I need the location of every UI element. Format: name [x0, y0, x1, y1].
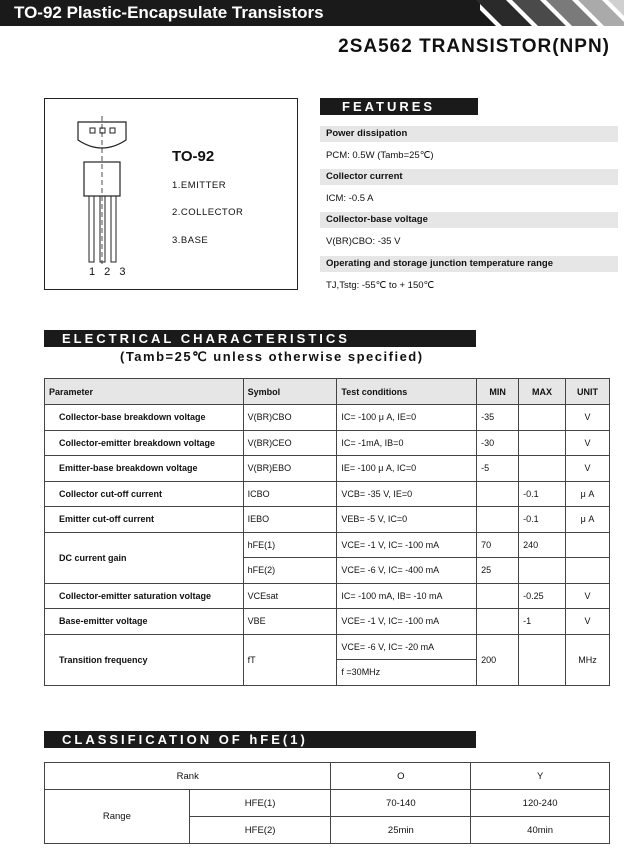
condition: VCE= -1 V, IC= -100 mA: [337, 609, 477, 635]
condition: IC= -1mA, IB=0: [337, 430, 477, 456]
max: -0.1: [519, 481, 566, 507]
range-label: Range: [45, 790, 190, 844]
max: [519, 430, 566, 456]
symbol: hFE(2): [243, 558, 337, 584]
min: -35: [477, 405, 519, 431]
col-unit: UNIT: [566, 379, 610, 405]
condition: VEB= -5 V, IC=0: [337, 507, 477, 533]
condition: VCE= -1 V, IC= -100 mA: [337, 532, 477, 558]
table-row: [45, 481, 610, 507]
hfe1-o: 70-140: [331, 790, 471, 817]
table-row: [45, 532, 610, 558]
min: -5: [477, 456, 519, 482]
col-min: MIN: [477, 379, 519, 405]
condition: IC= -100 mA, IB= -10 mA: [337, 583, 477, 609]
hfe1-y: 120-240: [471, 790, 610, 817]
param: Collector-emitter saturation voltage: [45, 583, 244, 609]
feature-label-power: Power dissipation: [320, 126, 618, 142]
param: Collector cut-off current: [45, 481, 244, 507]
feature-value-voltage: V(BR)CBO: -35 V: [326, 236, 401, 247]
feature-label-current: Collector current: [320, 169, 618, 185]
rank-y: Y: [471, 763, 610, 790]
max: [519, 405, 566, 431]
unit: MHz: [566, 634, 610, 685]
electrical-header: ELECTRICAL CHARACTERISTICS: [44, 330, 476, 347]
max: [519, 634, 566, 685]
min: 25: [477, 558, 519, 584]
package-name: TO-92: [172, 148, 215, 165]
min: 70: [477, 532, 519, 558]
condition: f =30MHz: [337, 660, 477, 686]
hfe2-o: 25min: [331, 817, 471, 844]
unit: V: [566, 609, 610, 635]
rank-o: O: [331, 763, 471, 790]
pin-2-label: 2.COLLECTOR: [172, 207, 244, 218]
rank-label: Rank: [45, 763, 331, 790]
max: [519, 558, 566, 584]
condition: VCE= -6 V, IC= -20 mA: [337, 634, 477, 660]
symbol: V(BR)CBO: [243, 405, 337, 431]
to92-package-drawing: [74, 114, 138, 272]
max: -0.25: [519, 583, 566, 609]
min: [477, 507, 519, 533]
feature-value-power: PCM: 0.5W (Tamb=25℃): [326, 150, 434, 161]
symbol: V(BR)EBO: [243, 456, 337, 482]
table-row: [45, 456, 610, 482]
features-header: FEATURES: [320, 98, 478, 115]
unit: μ A: [566, 507, 610, 533]
min: [477, 481, 519, 507]
param: Collector-emitter breakdown voltage: [45, 430, 244, 456]
unit: [566, 532, 610, 558]
table-row: [45, 430, 610, 456]
min: -30: [477, 430, 519, 456]
electrical-table: [44, 378, 610, 686]
feature-label-voltage: Collector-base voltage: [320, 212, 618, 228]
max: 240: [519, 532, 566, 558]
symbol: IEBO: [243, 507, 337, 533]
part-title: 2SA562 TRANSISTOR(NPN): [338, 36, 610, 57]
symbol: VCEsat: [243, 583, 337, 609]
table-row: [45, 507, 610, 533]
table-row: [45, 609, 610, 635]
col-max: MAX: [519, 379, 566, 405]
table-row: [45, 405, 610, 431]
param: Emitter cut-off current: [45, 507, 244, 533]
unit: V: [566, 405, 610, 431]
table-row: [45, 634, 610, 660]
unit: [566, 558, 610, 584]
feature-label-temperature: Operating and storage junction temperature range: [320, 256, 618, 272]
feature-value-temperature: TJ,Tstg: -55℃ to + 150℃: [326, 280, 435, 291]
max: -1: [519, 609, 566, 635]
symbol: fT: [243, 634, 337, 685]
table-row: [45, 583, 610, 609]
col-symbol: Symbol: [243, 379, 337, 405]
hfe1-label: HFE(1): [189, 790, 331, 817]
min: [477, 609, 519, 635]
classification-table: [44, 762, 610, 844]
col-parameter: Parameter: [45, 379, 244, 405]
feature-value-current: ICM: -0.5 A: [326, 193, 374, 204]
hfe2-y: 40min: [471, 817, 610, 844]
unit: V: [566, 456, 610, 482]
unit: μ A: [566, 481, 610, 507]
max: -0.1: [519, 507, 566, 533]
unit: V: [566, 583, 610, 609]
classification-header: CLASSIFICATION OF hFE(1): [44, 731, 476, 748]
condition: VCE= -6 V, IC= -400 mA: [337, 558, 477, 584]
electrical-subtitle: (Tamb=25℃ unless otherwise specified): [120, 349, 424, 364]
max: [519, 456, 566, 482]
banner-stripes: [440, 0, 624, 26]
param-transition: Transition frequency: [45, 634, 244, 685]
condition: VCB= -35 V, IE=0: [337, 481, 477, 507]
table-row: [45, 790, 610, 817]
min: 200: [477, 634, 519, 685]
col-test-conditions: Test conditions: [337, 379, 477, 405]
pin-3-label: 3.BASE: [172, 235, 209, 246]
pin-numbers: 1 2 3: [89, 266, 129, 278]
hfe2-label: HFE(2): [189, 817, 331, 844]
symbol: V(BR)CEO: [243, 430, 337, 456]
table-header-row: [45, 379, 610, 405]
min: [477, 583, 519, 609]
param-dc-gain: DC current gain: [45, 532, 244, 583]
param: Emitter-base breakdown voltage: [45, 456, 244, 482]
param: Collector-base breakdown voltage: [45, 405, 244, 431]
table-row: [45, 763, 610, 790]
symbol: ICBO: [243, 481, 337, 507]
symbol: VBE: [243, 609, 337, 635]
symbol: hFE(1): [243, 532, 337, 558]
param: Base-emitter voltage: [45, 609, 244, 635]
pin-1-label: 1.EMITTER: [172, 180, 227, 191]
unit: V: [566, 430, 610, 456]
condition: IE= -100 μ A, IC=0: [337, 456, 477, 482]
series-banner: TO-92 Plastic-Encapsulate Transistors: [0, 0, 480, 26]
condition: IC= -100 μ A, IE=0: [337, 405, 477, 431]
